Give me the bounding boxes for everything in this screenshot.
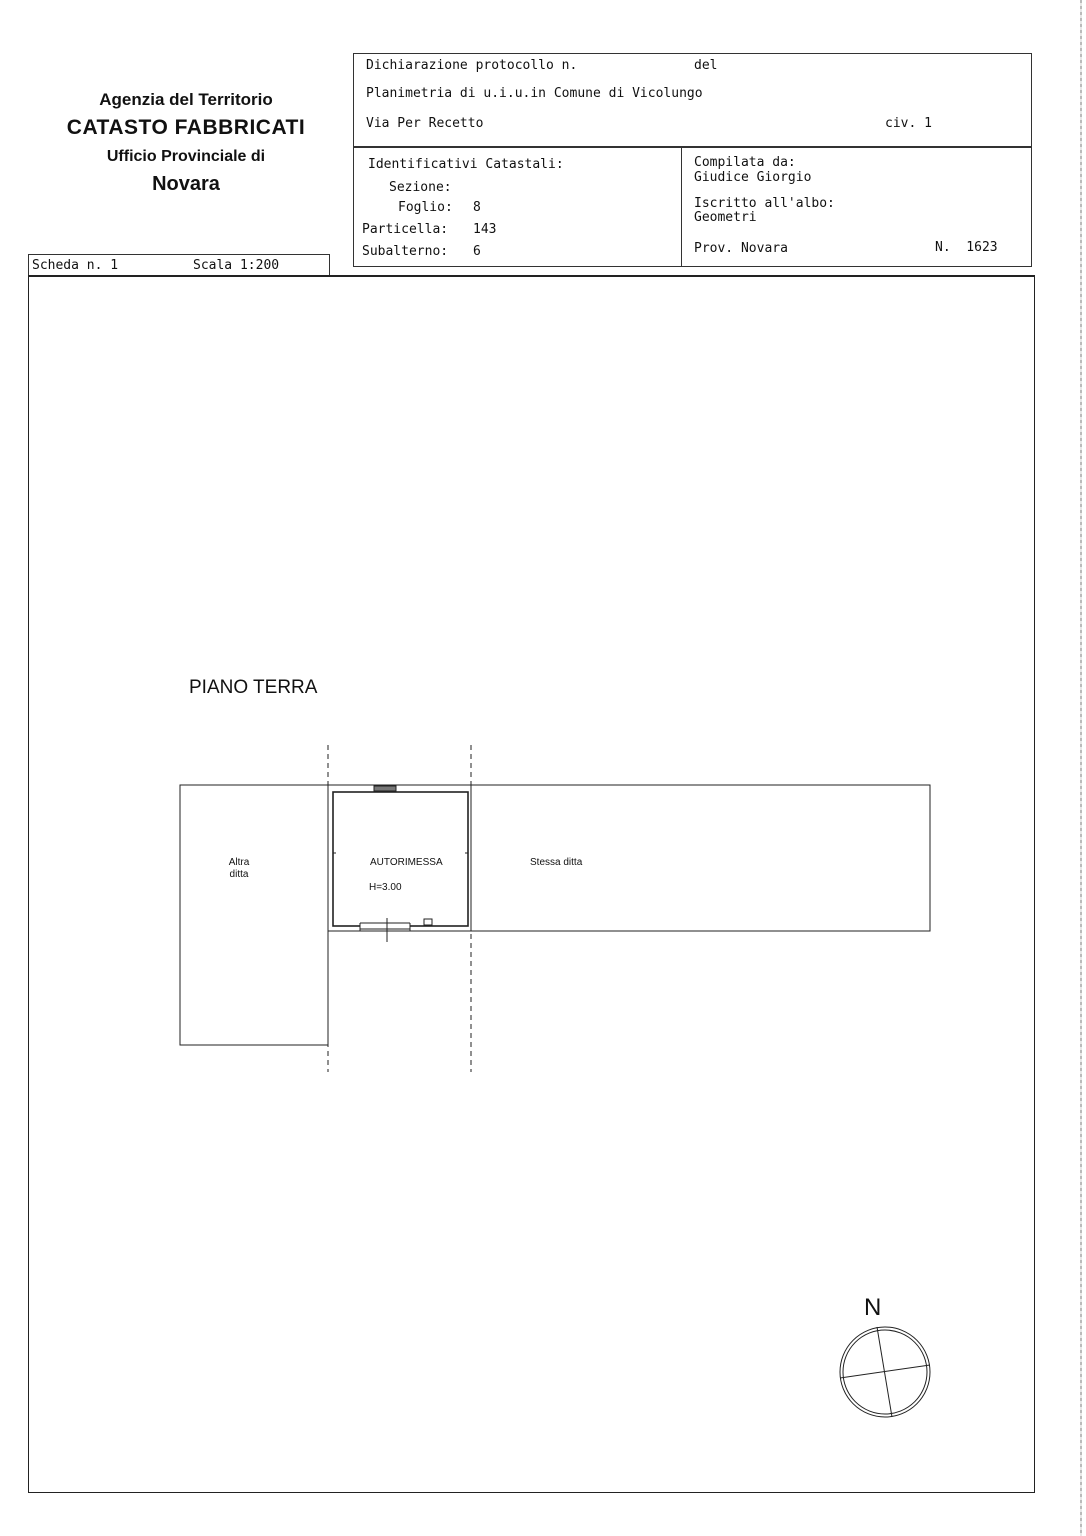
office-label: Ufficio Provinciale di (106, 148, 266, 165)
garage-label: AUTORIMESSA (370, 857, 443, 868)
identifiers-title: Identificativi Catastali: (368, 157, 564, 172)
scale-label: Scala 1:200 (193, 258, 280, 273)
right-room-label: Stessa ditta (530, 857, 583, 868)
particella-value: 143 (473, 222, 497, 237)
street-line: Via Per Recetto (366, 116, 484, 131)
floor-title: PIANO TERRA (189, 677, 318, 698)
north-label: N (864, 1294, 882, 1321)
north-compass (840, 1327, 930, 1417)
province-label: Prov. Novara (694, 241, 788, 256)
garage-height: H=3.00 (369, 882, 402, 893)
compiler-name: Giudice Giorgio (694, 170, 812, 185)
del-label: del (694, 58, 718, 73)
subalterno-value: 6 (473, 244, 481, 259)
planimetry-line: Planimetria di u.i.u.in Comune di Vicolungo (366, 86, 703, 101)
office-province: Novara (152, 173, 220, 195)
scan-edge (1080, 0, 1082, 1536)
protocol-label: Dichiarazione protocollo n. (366, 58, 578, 73)
registration-number: N. 1623 (935, 240, 998, 255)
foglio-label: Foglio: (398, 200, 453, 215)
left-room-label: Altra ditta (228, 857, 250, 880)
left-room-outline (180, 785, 328, 1045)
sezione-label: Sezione: (389, 180, 452, 195)
subalterno-label: Subalterno: (362, 244, 449, 259)
particella-label: Particella: (362, 222, 449, 237)
compiler-label: Compilata da: (694, 155, 796, 170)
civic-number: civ. 1 (885, 116, 932, 131)
albo-value: Geometri (694, 210, 757, 225)
catasto-title: CATASTO FABBRICATI (66, 116, 306, 139)
scheda-number: Scheda n. 1 (32, 258, 119, 273)
foglio-value: 8 (473, 200, 481, 215)
agency-name: Agenzia del Territorio (99, 90, 273, 109)
albo-label: Iscritto all'albo: (694, 196, 835, 211)
